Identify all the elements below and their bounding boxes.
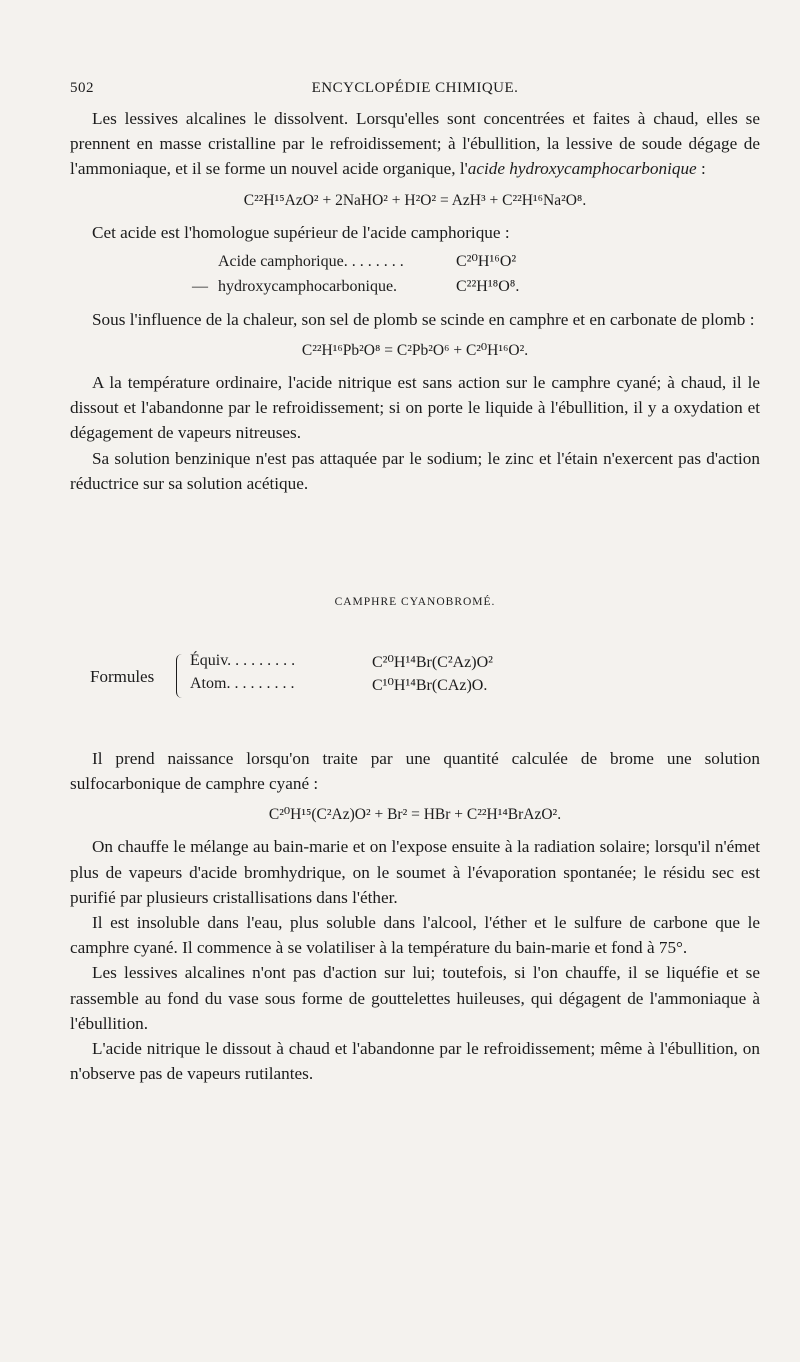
paragraph-text-end: : <box>696 159 706 179</box>
formula-row-equiv <box>190 652 295 670</box>
row-name: hydroxycamphocarbonique. <box>218 277 398 295</box>
paragraph-alkaline-lye <box>70 106 760 182</box>
row-name: Acide camphorique. . . . . . . . <box>218 252 404 270</box>
formulas-label: Formules <box>90 667 155 687</box>
paragraph-preparation: Il prend naissance lorsqu'on traite par une quantité calculée de brome une solution sulfocarbonique de camphre cyané : <box>70 749 760 794</box>
paragraph-benzine-solution: Sa solution benzinique n'est pas attaquée par le sodium; le zinc et l'étain n'exercent pas d'action réductrice sur sa solution acétique. <box>70 448 760 493</box>
paragraph-solubility: Il est insoluble dans l'eau, plus soluble dans l'alcool, l'éther et le sulfure de carbone que le camphre cyané. Il commence à se volatiliser à la température du bain-marie et fond à 75°. <box>70 913 760 958</box>
running-title: ENCYCLOPÉDIE CHIMIQUE. <box>311 80 519 96</box>
paragraph-nitric-action: L'acide nitrique le dissout à chaud et l'abandonne par le refroidissement; même à l'ébullition, on n'observe pas de vapeurs rutilantes. <box>70 1039 760 1084</box>
homologue-row <box>70 274 760 299</box>
page-header <box>70 80 760 106</box>
section-title: CAMPHRE CYANOBROMÉ. <box>334 596 496 609</box>
equation-lead-salt: C²²H¹⁶Pb²O⁸ = C²Pb²O⁶ + C²⁰H¹⁶O². <box>301 342 529 360</box>
paragraph-nitric-acid: A la température ordinaire, l'acide nitrique est sans action sur le camphre cyané; à chaud, il le dissout et l'abandonne par le refroidissement; si on porte le liquide à l'ébullition, il y a oxydation et dégagement de vapeurs nitreuses. <box>70 373 760 443</box>
equation-bromination: C²⁰H¹⁵(C²Az)O² + Br² = HBr + C²²H¹⁴BrAzO². <box>268 806 562 824</box>
homologue-table <box>70 249 760 299</box>
formulas-block <box>90 652 760 712</box>
paragraph-alkaline-action: Les lessives alcalines n'ont pas d'action sur lui; toutefois, si l'on chauffe, il se liquéfie et se rassemble au fond du vase sous forme de gouttelettes huileuses, qui dégagent de l'ammoniaque à l'ébullition. <box>70 963 760 1033</box>
page-number: 502 <box>70 80 94 96</box>
formula-row-atom <box>190 675 294 693</box>
formula-row-label: Atom. . . . . . . . . <box>190 675 295 693</box>
row-lead: — <box>192 277 208 295</box>
paragraph-heating: On chauffe le mélange au bain-marie et on l'expose ensuite à la radiation solaire; lorsqu'il n'émet plus de vapeurs d'acide bromhydrique, on le soumet à l'évaporation spontanée; le résidu sec est purifié par plusieurs cristallisations dans l'éther. <box>70 837 760 907</box>
formula-row-label: Équiv. . . . . . . . . <box>190 652 296 670</box>
acid-name-italic: acide hydroxycamphocarbonique <box>467 159 697 179</box>
formula-equiv: C²⁰H¹⁴Br(C²Az)O² <box>372 654 493 672</box>
formula-atom: C¹⁰H¹⁴Br(CAz)O. <box>372 677 488 695</box>
row-formula: C²⁰H¹⁶O² <box>456 252 517 270</box>
row-lead <box>70 249 218 274</box>
brace-icon <box>176 654 183 698</box>
paragraph-text: Les lessives alcalines le dissolvent. Lorsqu'elles sont concentrées et faites à chaud, elles se prennent en masse cristalline par le refroidissement; à l'ébullition, la lessive de soude dégage de l'ammoniaque, et il se forme un nouvel acide organique, l' <box>70 109 760 179</box>
paragraph-homologue: Cet acide est l'homologue supérieur de l'acide camphorique : <box>92 222 510 242</box>
homologue-row <box>70 249 760 274</box>
equation-hydroxycamphocarbonic: C²²H¹⁵AzO² + 2NaHO² + H²O² = AzH³ + C²²H¹⁶Na²O⁸. <box>243 191 587 209</box>
row-formula: C²²H¹⁸O⁸. <box>456 277 520 295</box>
paragraph-lead-salt: Sous l'influence de la chaleur, son sel de plomb se scinde en camphre et en carbonate de plomb : <box>92 309 755 329</box>
